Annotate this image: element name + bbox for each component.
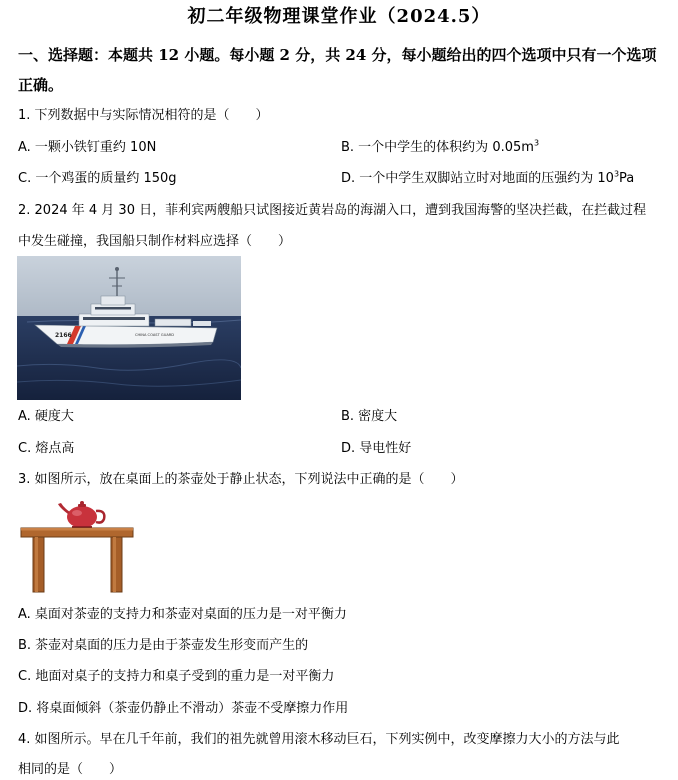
section-heading — [18, 40, 668, 100]
question-1-stem: 1. 下列数据中与实际情况相符的是（ ） — [18, 108, 269, 123]
question-1-option-a: A. 一颗小铁钉重约 10N — [18, 140, 157, 155]
question-2-stem-line-2: 中发生碰撞，我国船只制作材料应选择（ ） — [18, 234, 292, 249]
question-1-option-b: B. 一个中学生的体积约为 $0.05m^3$ — [341, 138, 540, 155]
question-2-stem-line-1: 2. 2024 年 4 月 30 日，菲利宾两艘船只试图接近黄岩岛的海湖入口，遭到我国海警的坚决拦截，在拦截过程 — [18, 203, 647, 218]
question-3-option-a: A. 桌面对茶壶的支持力和茶壶对桌面的压力是一对平衡力 — [18, 607, 347, 622]
section-heading-line-1: 一、选择题：本题共 12 小题。每小题 2 分，共 24 分，每小题给出的四个选项中只有一个选项 — [18, 46, 657, 64]
question-3-option-d: D. 将桌面倾斜（茶壶仍静止不滑动）茶壶不受摩擦力作用 — [18, 701, 349, 716]
question-2-option-d: D. 导电性好 — [341, 441, 412, 456]
question-1-option-c: C. 一个鸡蛋的质量约 150g — [18, 171, 177, 186]
question-3-option-c: C. 地面对桌子的支持力和桌子受到的重力是一对平衡力 — [18, 669, 335, 684]
teapot-on-table-image — [20, 500, 135, 595]
question-2-option-a: A. 硬度大 — [18, 409, 74, 424]
ship-hull-number: 2166 — [55, 332, 72, 339]
question-3-option-b: B. 茶壶对桌面的压力是由于茶壶发生形变而产生的 — [18, 638, 309, 653]
page-title: 初二年级物理课堂作业（2024.5） — [187, 6, 491, 27]
question-2-option-b: B. 密度大 — [341, 409, 398, 424]
question-3-stem: 3. 如图所示，放在桌面上的茶壶处于静止状态，下列说法中正确的是（ ） — [18, 472, 464, 487]
question-4-stem-line-2: 相同的是（ ） — [18, 762, 123, 777]
question-4-stem-line-1: 4. 如图所示。早在几千年前，我们的祖先就曾用滚木移动巨石，下列实例中，改变摩擦力大小的方法与此 — [18, 732, 620, 747]
question-2-option-c: C. 熔点高 — [18, 441, 75, 456]
ship-hull-text: CHINA COAST GUARD — [135, 333, 175, 337]
section-heading-line-2: 正确。 — [18, 76, 64, 94]
coast-guard-ship-image — [17, 256, 241, 400]
question-1-option-d: D. 一个中学生双脚站立时对地面的压强约为 $10^3Pa$ — [341, 169, 635, 186]
